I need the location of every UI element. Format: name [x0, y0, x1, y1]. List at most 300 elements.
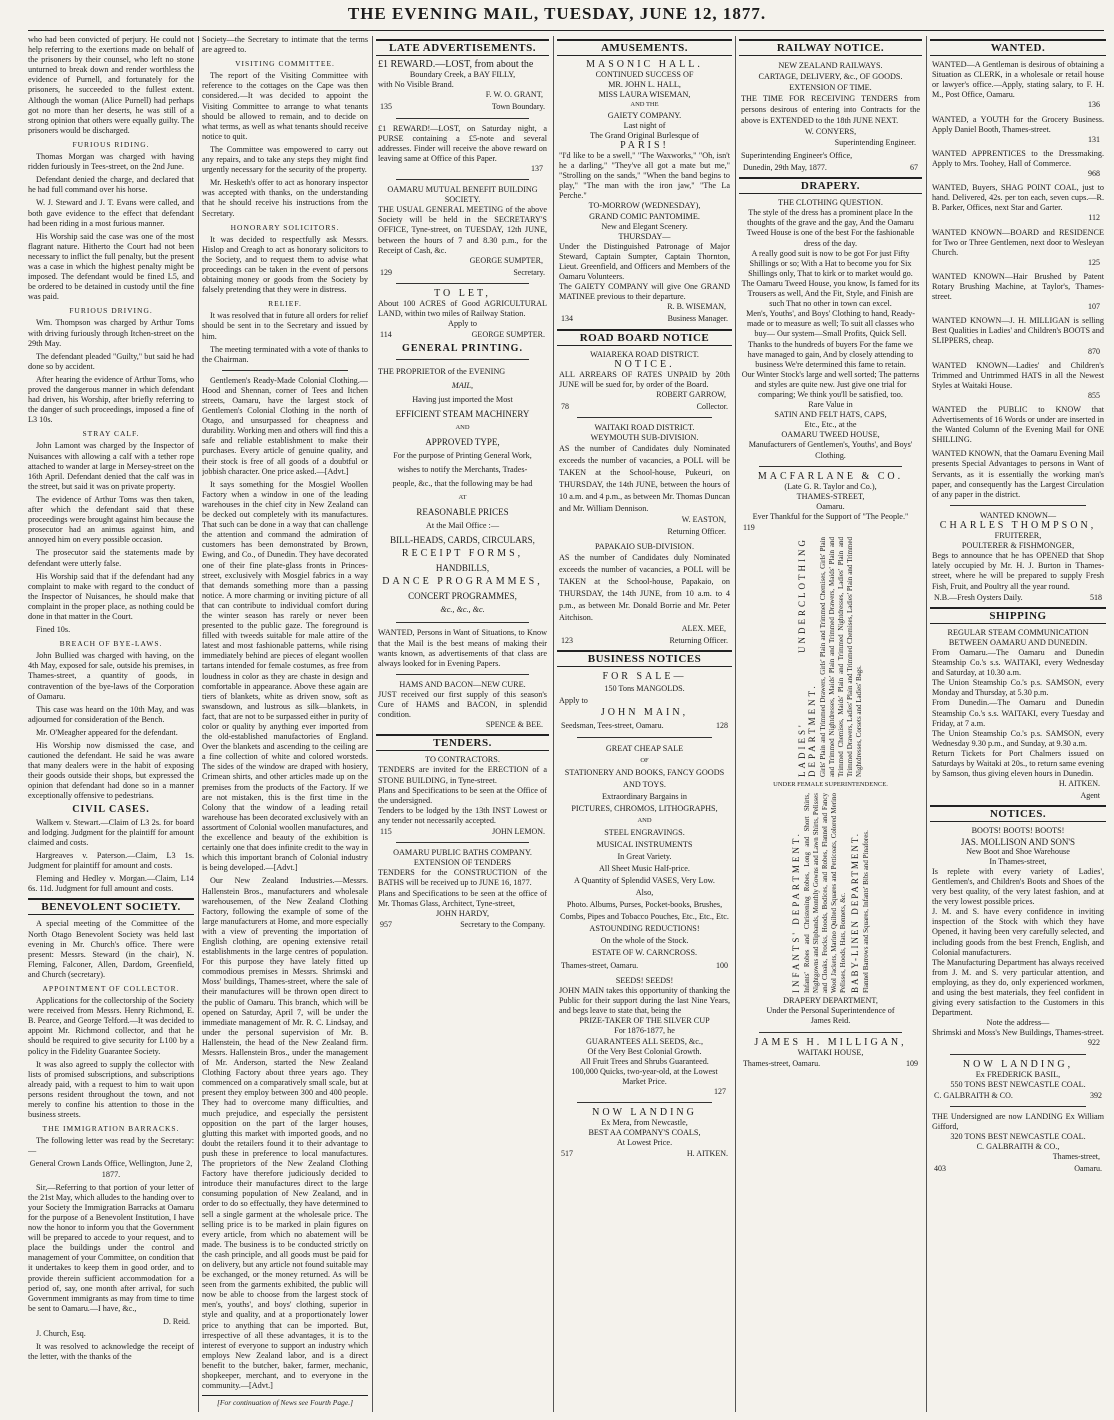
divider: [759, 466, 902, 467]
advertisement: [932, 60, 1104, 110]
ad-text: At the Mail Office :—: [425, 521, 500, 531]
divider: [396, 622, 529, 623]
section-heading: BUSINESS NOTICES: [557, 650, 732, 667]
ad-number: 957: [380, 919, 392, 929]
ad-text: BEST AA COMPANY'S COALS,: [588, 1128, 701, 1138]
advertisement: [932, 1060, 1104, 1101]
ad-number: 114: [380, 330, 392, 340]
article-text: Fined 10s.: [36, 625, 71, 635]
ad-text: WANTED KNOWN—BOARD and RESIDENCE for Two or Three Gentlemen, next door to Wesleyan Church.: [932, 227, 1104, 257]
ad-text: TENDERS for the CONSTRUCTION of the BATHS will be received up to JUNE 16, 1877.: [378, 868, 547, 888]
ad-text: The Manufacturing Department has always received from J. M. and S. very particular attention, and employing, as they do, only experienced workmen, and using the best materials, they feel confident in giving every satisfaction to the Customers in this Department.: [932, 957, 1104, 1018]
ad-number: 870: [1088, 346, 1100, 356]
signature: W. CONYERS,: [804, 127, 857, 137]
ad-headline: TO CONTRACTORS.: [425, 755, 500, 765]
ad-number: 392: [1090, 1090, 1102, 1100]
ad-text: The Grand Original Burlesque of: [590, 130, 699, 140]
advertisement: [378, 680, 547, 730]
ad-text: Men's, Youths', and Boys' Clothing to hand, Ready-made or to measure as well; To suit all classes who buy— Our system—Small Profits, Quick Sell.: [746, 309, 915, 339]
ad-text: Agent: [1080, 791, 1100, 801]
ad-text: Extraordinary Bargains in: [602, 791, 687, 801]
ad-number: 134: [561, 314, 573, 324]
article-text: Wm. Thompson was charged by Arthur Toms with driving furiously through Itchen-street on the 29th May.: [28, 318, 194, 348]
section-heading: LATE ADVERTISEMENTS.: [376, 39, 549, 56]
ad-headline: OAMARU MUTUAL BENEFIT BUILDING SOCIETY.: [387, 185, 538, 205]
ad-text: MUSICAL INSTRUMENTS: [596, 839, 693, 849]
section-heading: FURIOUS DRIVING.: [69, 306, 153, 316]
advertisement: [932, 361, 1104, 401]
article-text: Society—the Secretary to intimate that the terms are agreed to.: [202, 35, 368, 55]
ad-number: 100: [716, 960, 728, 970]
article-text: The following letter was read by the Secretary:—: [28, 1136, 194, 1156]
divider: [222, 370, 348, 371]
ad-text: THE PROPRIETOR of the EVENING: [378, 367, 506, 377]
ad-text: From Dunedin.—The Oamaru and Dunedin Steamship Co.'s s.s. WAITAKI, every Tuesday and Friday, at 7 a.m.: [932, 698, 1104, 728]
article-text: His Worship now dismissed the case, and cautioned the defendant. He said he was aware that many dealers were in the habit of exposing their goods outside their shops, but expressed the opinion that defendant had done so in a manner exceptionally offensive to pedestrians.: [28, 741, 194, 801]
ad-text: Having just imported the Most: [412, 395, 513, 405]
ad-text: Ever Thankful for the Support of "The People.": [752, 512, 909, 521]
ad-text: WANTED KNOWN, that the Oamaru Evening Mail presents Special Advantages to persons in Want of Servants, as it is essentially the working man's paper, and consequently has the Largest Circulation of any paper in the district.: [932, 449, 1104, 499]
column-6: [930, 35, 1106, 1413]
ad-text: JOHN MAIN,: [600, 706, 689, 718]
ad-text: Apply to: [559, 695, 588, 705]
ad-text: AS the number of Candidates duly Nominated exceeds the number of vacancies, a POLL will be TAKEN at the School-house, Papakaio, on THURSDAY, the 14th JUNE, from 10 a.m. to 4 p.m., as between Mr. Donald Borrie and Mr. Peter Aitchison.: [559, 552, 730, 622]
column-5: [739, 35, 922, 1413]
ad-text: AND: [455, 424, 470, 432]
ad-text: New and Elegant Scenery.: [601, 221, 688, 231]
column-4: [557, 35, 732, 1413]
ad-text: (Late G. R. Taylor and Co.),: [784, 481, 877, 491]
ad-text: Secretary.: [513, 267, 545, 277]
advertisement: [932, 228, 1104, 268]
signature: H. AITKEN.: [686, 1149, 728, 1159]
ad-text: 320 TONS BEST NEWCASTLE COAL.: [950, 1132, 1086, 1142]
ad-text: "I'd like to be a swell," "The Waxworks," "Oh, isn't he a darling," "They've all got a mate but me," "Strolling on the sands," "When the band begins to play," "The man with the iron jaw," "The La Perche.": [559, 150, 730, 201]
ad-text: Photo. Albums, Purses, Pocket-books, Brushes, Combs, Pipes and Tobacco Pouches, Etc., Etc., Etc.: [560, 899, 729, 921]
advertisement: [378, 848, 547, 930]
ad-text: WANTED the PUBLIC to KNOW that Advertisements of 16 Words or under are inserted in the Wanted Column of the Evening Mail for ONE SHILLING.: [932, 405, 1104, 445]
ad-text: Dunedin, 29th May, 1877.: [743, 163, 827, 173]
advertisement: [559, 350, 730, 413]
ad-text: All Sheet Music Half-price.: [599, 863, 690, 873]
column-rule: [926, 36, 927, 1412]
column-3: [376, 35, 549, 1413]
section-heading: BENEVOLENT SOCIETY.: [28, 898, 194, 915]
ad-number: 119: [743, 523, 755, 533]
ad-text: For 1876-1877, he: [614, 1026, 675, 1036]
ad-headline: FOR SALE—: [602, 670, 687, 682]
ad-number: 131: [1088, 134, 1100, 144]
ad-text: Thames-street, Oamaru.: [561, 960, 639, 970]
advertisement: [378, 755, 547, 837]
ad-text: Is replete with every variety of Ladies', Gentlemen's, and Children's Boots and Shoes of the very best quality, of the very latest fashion, and at the very lowest possible prices.: [932, 866, 1104, 907]
article-text: It was resolved to acknowledge the receipt of the letter, with the thanks of the: [28, 1342, 194, 1362]
ad-text: The GAIETY COMPANY will give One GRAND MATINEE previous to their departure.: [559, 282, 730, 302]
ad-text: WANTED, a YOUTH for the Grocery Business. Apply Daniel Booth, Thames-street.: [932, 114, 1104, 134]
ad-number: 107: [1088, 302, 1100, 312]
advertisement: [378, 60, 547, 112]
article-text: His Worship said that if the defendant had any complaint to make with regard to the conduct of the Inspector of Nuisances, he should make that complaint in the proper place, as nothing could be done in that matter in the Court.: [28, 571, 194, 621]
ad-number: 403: [934, 1164, 946, 1174]
article-text: The Committee was empowered to carry out any repairs, and to take any steps they might find urgently necessary for the security of the property.: [202, 144, 368, 175]
signature: SPENCE & BEE.: [485, 720, 543, 730]
ad-text: THE USUAL GENERAL MEETING of the above Society will be held in the SECRETARY'S OFFICE, Tyne-street, on TUESDAY, 12th JUNE, between the hours of 7 and 8.30 p.m., for the Receipt of Cash, &c.: [378, 205, 547, 255]
article-text: General Crown Lands Office, Wellington, June 2, 1877.: [29, 1159, 193, 1179]
article-text: The evidence of Arthur Toms was then taken, after which the defendant said that these proceedings were brought against him because the prosecutor had an animus against him, and annoyed him on every possible occasion.: [28, 494, 194, 545]
ad-text: wishes to notify the Merchants, Trades-: [397, 465, 528, 475]
ad-text: Rare Value in: [808, 400, 853, 410]
ad-text: OAMARU TWEED HOUSE,: [781, 430, 880, 440]
ad-text: Secretary to the Company.: [460, 919, 545, 929]
ad-text: A really good suit is now to be got For just Fifty Shillings or so; With a Hat to become you for Six Shillings only, That to kirk or to market would go.: [748, 248, 913, 278]
ad-text: At Lowest Price.: [616, 1138, 673, 1148]
divider: [577, 1102, 712, 1103]
ad-text: Under the Personal Superintendence of: [766, 1006, 895, 1016]
ad-headline: WANTED KNOWN—: [979, 510, 1057, 520]
ad-text: SATIN AND FELT HATS, CAPS,: [774, 410, 887, 420]
divider: [396, 118, 529, 119]
advertisement: [378, 365, 547, 617]
ad-text: New Boot and Shoe Warehouse: [966, 846, 1070, 856]
article-text: His Worship said the case was one of the most flagrant nature. Hitherto the Court had not been necessary to inflict the full penalty, but the present was a case in which the highest penalty might be imposed. The defendant would be fined L5, and be ordered to be detained in custody until the fine was paid.: [28, 231, 194, 302]
ad-number: 128: [716, 720, 728, 730]
signature: JOHN HARDY,: [435, 908, 490, 918]
ad-headline: CHARLES THOMPSON,: [939, 519, 1097, 531]
section-heading: SHIPPING: [930, 607, 1106, 624]
article-text: Thomas Morgan was charged with having ridden furiously in Tees-street, on the 2nd June.: [28, 152, 194, 172]
divider: [759, 1032, 902, 1033]
ad-headline: NOW LANDING: [592, 1107, 697, 1119]
article-text: who had been convicted of perjury. He could not help referring to the exertions made on behalf of the prisoners by their counsel, who left no stone unturned to break down and render worthless the evidence of Purnell, and fortunately for the prisoners, he succeeded to the fullest extent. Although the woman (Alice Purnell) had perhaps got no more than her deserts, he was still of a strong opinion that others were equally guilty. The prisoners would be discharged.: [28, 35, 194, 135]
section-heading: RELIEF.: [268, 299, 302, 309]
ad-text: The style of the dress has a prominent place In the thoughts of the grave and the gay, And the Oamaru Tweed House is one of the best For the fashionable dress of the day.: [746, 208, 915, 248]
section-heading: TENDERS.: [376, 734, 549, 751]
ad-text: Plans and Specifications to be seen at the office of Mr. Thomas Glass, Architect, Tyne-street,: [378, 888, 547, 908]
ad-text: Shrimski and Moss's New Buildings, Thames-street.: [932, 1028, 1104, 1038]
ad-text: THURSDAY—: [618, 231, 671, 241]
section-heading: ROAD BOARD NOTICE: [557, 329, 732, 346]
article-text: Our New Zealand Industries.—Messrs. Hallenstein Bros., manufacturers and wholesale warehousemen, of the New Zealand Clothing Factory, following the example of some of the large manufacturers at Home, and more especially with a view of preventing the importation of English clothing, are opening extensive retail establishments in the large centres of population. For this purpose they have lately fitted up commodious premises in Messrs. Shrimski and Moss' buildings, Thames-street, where the sale of their manufactures will be thrown open direct to the public of Oamaru. This branch, which will be opened on Saturday, April 7, will be under the immediate management of Mr. R. C. Lindsay, and under the personal supervision of Mr. B. Hallenstein, the head of the New Zealand firm. Messrs. Hallenstein Bros., under the management of Mr. Anderson, started the New Zealand Clothing Factory about three years ago. They commenced on a comparatively small scale, but at present they employ between 300 and 400 people. They had to overcome many difficulties, and much prejudice, and especially the persistent opposition on the part of the larger houses, glutting this market with imported goods, and no doubt the retailers found it to their advantage to push these in preference to local manufactures. The proprietors of the New Zealand Clothing Factory have therefore judiciously decided to introduce their manufactures direct to the large consuming population of New Zealand, and in order to do so effectually, they have determined to sell a single garment at the wholesale price. The selling price is to be marked in plain figures on every article, from which no abatement will be made. The business is to be conducted strictly on the cash principle, and all goods must be paid for on delivery, but any article not found suitable may be exchanged, or the money returned. As will be seen from the garments exhibited, the public will now be able to choose from the largest stock of men's, youths', and boys' clothing, superior in style and quality, and at a proportionately lower price to anything that can be imported. But, irrespective of all these advantages, it is to the interest of everyone to support an industry which employs New Zealand labor, and is a direct benefit to the butcher, baker, farmer, mechanic, shopkeeper, merchant, and to everyone in the community.—[Advt.]: [202, 876, 368, 1391]
article-text: John Lamont was charged by the Inspector of Nuisances with allowing a calf with a tether rope attached to wander at large in Mersey-street on the 16th April. Defendant denied that the calf was in the street, but said it was on private property.: [28, 441, 194, 491]
ad-text: Returning Officer.: [667, 527, 726, 537]
ad-text: A Quantity of Splendid VASES, Very Low.: [574, 875, 715, 885]
ad-text: CONCERT PROGRAMMES,: [408, 591, 517, 602]
advertisement: [559, 671, 730, 732]
ad-text: 150 Tons MANGOLDS.: [604, 683, 685, 693]
ad-headline: MASONIC HALL.: [586, 59, 703, 71]
advertisement: [559, 743, 730, 972]
ad-text: In Thames-street,: [989, 856, 1047, 866]
ad-headline: JAMES H. MILLIGAN,: [754, 1036, 907, 1048]
ad-headline: WAIAREKA ROAD DISTRICT.: [590, 349, 699, 359]
advertisement: [932, 316, 1104, 356]
ad-text: AND THE: [630, 101, 659, 109]
ad-headline: DRAPERY DEPARTMENT,: [783, 996, 878, 1006]
ad-text: THAMES-STREET,: [796, 491, 865, 501]
ad-text: STEEL ENGRAVINGS.: [604, 827, 685, 837]
ad-text: Oamaru.: [1074, 1164, 1102, 1174]
article-text: It was also agreed to supply the collector with lists of promised subscriptions, and subscriptions already paid, with a request to him to wait upon persons resident throughout the town, and not merely to confine his attention to those in the business streets.: [28, 1059, 194, 1120]
department-items: Flannel Barrows and Squares, Infants' Bibs and Pinafores.: [861, 830, 870, 994]
ad-text: N.B.—Fresh Oysters Daily.: [934, 592, 1023, 602]
ad-text: GUARANTEES ALL SEEDS, &c.,: [585, 1036, 704, 1046]
ad-text: with No Visible Brand.: [378, 80, 454, 90]
ad-text: GAIETY COMPANY.: [607, 110, 682, 120]
ad-text: Of the Very Best Colonial Growth.: [587, 1046, 702, 1056]
ad-text: TO-MORROW (WEDNESDAY),: [588, 201, 701, 211]
ad-text: Returning Officer.: [669, 635, 728, 645]
signature: ALEX. MEE,: [681, 623, 726, 633]
divider: [396, 179, 529, 180]
ad-number: 109: [906, 1058, 918, 1068]
ad-text: HANDBILLS,: [435, 563, 490, 574]
article-text: Walkem v. Stewart.—Claim of L3 2s. for board and lodging. Judgment for the plaintiff for amount claimed and costs.: [28, 817, 194, 847]
ad-text: WANTED, Buyers, SHAG POINT COAL, just to hand. Delivered, 42s. per ton each, seven cups.—R. B. Parker, Offices, next Star and Garter.: [932, 183, 1104, 213]
ad-text: FRUITERER,: [994, 531, 1042, 541]
ad-text: From Oamaru.—The Oamaru and Dunedin Steamship Co.'s s.s. WAITAKI, every Wednesday and Saturday, at 10.30 a.m.: [932, 647, 1104, 678]
divider: [396, 283, 529, 284]
ad-text: POULTERER & FISHMONGER,: [961, 541, 1075, 551]
ad-number: 922: [1088, 1038, 1100, 1048]
ad-text: Collector.: [696, 402, 728, 412]
ad-number: 136: [1088, 100, 1100, 110]
ad-headline: NOW LANDING,: [962, 1058, 1074, 1070]
ad-text: The Oamaru Tweed House, you know, Is famed for its Trousers as well, And the Fit, Style, and Finish are such That no other in town can excel.: [741, 278, 920, 309]
divider: [396, 842, 529, 843]
ad-number: 127: [714, 1086, 726, 1096]
ad-text: On the whole of the Stock.: [600, 935, 689, 945]
signature: GEORGE SUMPTER.: [471, 330, 545, 340]
continuation-note: [For continuation of News see Fourth Page.]: [202, 1395, 368, 1408]
divider: [396, 674, 529, 675]
ad-text: MISS LAURA WISEMAN,: [598, 90, 691, 100]
signature: F. W. O. GRANT,: [485, 90, 543, 100]
signature: W. EASTON,: [681, 515, 726, 525]
ad-text: For the purpose of Printing General Work,: [393, 451, 532, 461]
column-1: [28, 35, 194, 1413]
advertisement: [559, 976, 730, 1097]
article-text: Mr. O'Meagher appeared for the defendant.: [36, 727, 178, 737]
ad-text: Note the address—: [986, 1018, 1050, 1028]
ad-text: ESTATE OF W. CARNCROSS.: [591, 947, 698, 957]
ad-text: £1 REWARD!—LOST, on Saturday night, a PURSE containing a £5-note and several addresses. Finder will receive the above reward on leaving same at Office of this Paper.: [378, 123, 547, 163]
ad-text: WANTED KNOWN—J. H. MILLIGAN is selling Best Qualities in Ladies' and Children's BOOTS and SLIPPERS, cheap.: [932, 316, 1104, 346]
masthead-rule: [28, 30, 1104, 31]
ad-text: THE TIME FOR RECEIVING TENDERS from persons desirous of entering into Contracts for the above is EXTENDED to the 18th JUNE NEXT.: [741, 94, 920, 126]
signature: GEORGE SUMPTER,: [469, 255, 543, 265]
ad-number: 67: [910, 163, 918, 173]
section-heading: NOTICES.: [930, 805, 1106, 822]
article-text: The report of the Visiting Committee with reference to the cottages on the Cape was then considered.—It was decided to appoint the Visiting Committee to arrange to what tenants should be allowed to remain, and to decide on what terms, as well as what tenants should receive notice to quit.: [202, 71, 368, 141]
ad-text: Oamaru.: [816, 501, 845, 511]
ad-text: PRIZE-TAKER OF THE SILVER CUP: [579, 1016, 710, 1026]
section-heading: CIVIL CASES.: [72, 803, 150, 815]
ad-headline: £1 REWARD.—LOST, from about the: [378, 59, 534, 71]
ad-number: 137: [531, 163, 543, 173]
ad-text: JOHN MAIN takes this opportunity of thanking the Public for their support during the last Nine Years, and begs leave to state that, being the: [559, 986, 730, 1016]
article-text: After hearing the evidence of Arthur Toms, who proved the dangerous manner in which defendant had driven, his Worship, after briefly referring to the danger of such proceedings, imposed a fine of L3 10s.: [28, 374, 194, 425]
ad-headline: HAMS AND BACON—NEW CURE.: [399, 679, 526, 689]
department-items: Infants' Robes and Christening Robes, Long and Short Shirts, Nightgowns and Slipbands, Monthly Gowns and Lawn Shirts, Pelisses and Cloaks, Frocks, Hoods, Bodices, and Robes, Flannel and Fancy Wool Jackets, Marino Quilted Squares and Petticoats, Colored Merino Pelisses, Hoods, Hats, Bonnets, &c.: [802, 793, 847, 994]
signature: H. AITKEN.: [1058, 779, 1100, 789]
ad-text: CONTINUED SUCCESS OF: [595, 70, 694, 80]
signature: C. GALBRAITH & CO.: [934, 1090, 1013, 1100]
ad-text: BILL-HEADS, CARDS, CIRCULARS,: [390, 535, 535, 546]
ad-number: 517: [561, 1149, 573, 1159]
ad-text: TENDERS are invited for the ERECTION of a STONE BUILDING, in Tyne-street.: [378, 765, 547, 785]
ad-number: 115: [380, 827, 392, 837]
section-heading: THE IMMIGRATION BARRACKS.: [42, 1124, 180, 1134]
section-heading: AMUSEMENTS.: [557, 39, 732, 56]
department-listing: [739, 793, 922, 993]
ad-text: Superintending Engineer's Office,: [741, 151, 853, 161]
advertisement: [378, 628, 547, 668]
article-text: This case was heard on the 10th May, and was adjourned for consideration of the Bench.: [28, 704, 194, 724]
ad-headline: NEW ZEALAND RAILWAYS.: [778, 61, 883, 71]
ad-headline: MACFARLANE & CO.: [757, 470, 904, 482]
ad-number: 125: [1088, 257, 1100, 267]
divider: [950, 1054, 1086, 1055]
advertisement: [559, 542, 730, 646]
ad-text: WAITAKI HOUSE,: [797, 1047, 864, 1057]
ad-text: Ex Mera, from Newcastle,: [601, 1118, 688, 1128]
article-text: Applications for the collectorship of the Society were received from Messrs. Henry Richmond, E. B. Pearce, and George Telford.—It was decided to appoint Mr. Richmond collector, and that he should be required to give security for L100 by a policy in the Fidelity Guarantee Society.: [28, 996, 194, 1056]
ad-number: 123: [561, 635, 573, 645]
divider: [396, 359, 529, 360]
advertisement: [932, 628, 1104, 802]
ad-text: Manufacturers of Gentlemen's, Youths', and Boys' Clothing.: [748, 440, 913, 460]
advertisement: [378, 124, 547, 174]
ad-text: WANTED APPRENTICES to the Dressmaking. Apply to Mrs. Toohey, Hall of Commerce.: [932, 148, 1104, 168]
article-text: It says something for the Mosgiel Woollen Factory when a window in one of the leading warehouses in the chief city in New Zealand can be decked out completely with its manufactures. That such can be done in a way that can challenge the attention and command the admiration of customers has been demonstrated by Brown, Ewing, and Co., of Dunedin. They have decorated one of their fine plate-glass fronts in Princes-street, exclusively with Mosgiel fabrics in a way that demands something more than a passing notice. A more charming or inviting picture of all that can contribute to individual comfort during the winter season has rarely or never been presented to the public gaze. The foreground is filled with tweeds suitable for male attire of the latest and most fashionable patterns, while rising immediately behind are pieces of elegant woollen tartans intended for female costumes, as free from loudness in color as they are chaste in design and comfortable in appearance. Above these again are tiers of blankets, white as driven snow, soft as swansdown, and lustrous as silk—blankets, in fact, that are not to be surpassed either in purity of color or quality by anything ever imported from the old-established manufactories of England. Over the blankets and ascending to the ceiling are a fine collection of white and colored worsteds. The sides of the window are draped with hosiery, Crimean shirts, and other articles made up on the premises from the products of the Factory. If we are not mistaken, this is the first time in the Colony that the window of a leading retail warehouse has been decorated exclusively with an assortment of Colonial woollen manufactures, and the excellence and beauty of the exhibition is certainly one that does infinite credit to the way in which this important branch of Colonial industry is being developed.—[Advt.]: [202, 479, 368, 873]
ad-headline: BOOTS! BOOTS! BOOTS!: [971, 826, 1065, 836]
ad-text: In Great Variety.: [617, 851, 672, 861]
department-title: BABY-LINEN DEPARTMENT.: [849, 832, 860, 994]
article-text: Fleming and Hedley v. Morgan.—Claim, L14 6s. 11d. Judgment for full amount and costs.: [28, 874, 194, 894]
signature: D. Reid.: [163, 1316, 190, 1326]
advertisement: [932, 272, 1104, 312]
ad-text: WANTED KNOWN—Hair Brushed by Patent Rotary Brushing Machine, at Taylor's, Thames-street.: [932, 271, 1104, 302]
column-rule: [372, 36, 373, 1412]
ad-text: DANCE PROGRAMMES,: [382, 576, 543, 588]
advertisement: [932, 183, 1104, 223]
ad-text: 100,000 Quicks, two-year-old, at the Lowest Market Price.: [571, 1066, 718, 1086]
ad-text: The Union Steamship Co.'s p.s. SAMSON, every Wednesday 9.30 p.m., and Sunday, at 9.30 a.m.: [932, 728, 1104, 748]
divider: [950, 1106, 1086, 1107]
ad-text: MAIL,: [451, 381, 474, 391]
ad-text: Tenders to be lodged by the 13th INST Lowest or any tender not necessarily accepted.: [378, 805, 547, 825]
ad-headline: THE CLOTHING QUESTION.: [778, 198, 883, 208]
advertisement: [559, 1108, 730, 1159]
ad-headline: GREAT CHEAP SALE: [605, 743, 684, 753]
ad-text: STATIONERY AND BOOKS, FANCY GOODS AND TOYS.: [564, 767, 725, 789]
department-items: Girls' Plain and Trimmed Drawers, Girls' Plain and Trimmed Chemises, Girls' Plain and Trimmed Nightdresses, Maids' Plain and Trimmed Drawers, Maids' Plain and Trimmed Chemises, Maids' Plain and Trimmed Nightdresses, Ladies' Plain and Trimmed Drawers, Ladies' Plain and Trimmed Chemises, Ladies' Plain and Trimmed Nightdresses, Corsets and Ladies' Bags.: [819, 537, 863, 778]
ad-headline: TO LET,: [434, 287, 491, 299]
advertisement: [932, 149, 1104, 179]
ad-number: 129: [380, 267, 392, 277]
ad-text: MR. JOHN L. HALL,: [608, 80, 681, 90]
signature: R. B. WISEMAN,: [667, 302, 726, 312]
divider: [577, 737, 712, 738]
ad-headline: JAS. MOLLISON AND SON'S: [960, 836, 1076, 847]
ad-text: Plans and Specifications to be seen at the Office of the undersigned.: [378, 785, 547, 805]
ad-text: Boundary Creek, a BAY FILLY,: [409, 70, 516, 80]
ad-text: AS the number of Candidates duly Nominated exceeds the number of vacancies, a POLL will be TAKEN at the School-house, Pukeuri, on THURSDAY, the 14th JUNE, between the hours of 10 a.m. and 4 p.m., as between Mr. Thomas Duncan and Mr. William Dennison.: [559, 444, 730, 514]
section-heading: STRAY CALF.: [82, 429, 140, 439]
ad-text: Begs to announce that he has OPENED that Shop lately occupied by Mr. H. J. Burton in Thames-street, where he will be prepared to supply Fresh Fish, Fruit, and Poultry all the year round.: [932, 551, 1104, 591]
advertisement: [932, 511, 1104, 603]
ad-text: UNDER FEMALE SUPERINTENDENCE.: [773, 781, 888, 789]
advertisement: [932, 115, 1104, 145]
ad-text: Apply to: [448, 319, 477, 329]
ad-text: OF: [640, 756, 649, 764]
ad-text: AT: [458, 494, 467, 502]
article-text: A special meeting of the Committee of the North Otago Benevolent Society was held last evening in Mr. Church's office. There were present: Messrs. Steward (in the chair), N. Fleming, Falconer, Allen, Dardom, Greenfield, and Church (secretary).: [28, 919, 194, 979]
advertisement: [559, 423, 730, 537]
ad-text: ASTOUNDING REDUCTIONS!: [589, 923, 700, 933]
ad-headline: REGULAR STEAM COMMUNICATION BETWEEN OAMARU AND DUNEDIN.: [947, 627, 1089, 647]
ad-text: WANTED, Persons in Want of Situations, to Know that the Mail is the best means of making their wants known, as advertisements of that class are always looked for in Evening Papers.: [378, 628, 547, 668]
advertisement: [741, 60, 920, 173]
ad-text: GRAND COMIC PANTOMIME.: [589, 211, 700, 221]
ad-number: 112: [1088, 213, 1100, 223]
advertisement: [378, 185, 547, 278]
ad-text: PARIS!: [620, 139, 669, 151]
ad-headline: PAPAKAIO SUB-DIVISION.: [594, 541, 695, 551]
advertisement: [559, 60, 730, 324]
ad-text: Superintending Engineer.: [834, 138, 916, 148]
ad-text: &c., &c., &c.: [440, 605, 485, 615]
ad-number: 78: [561, 402, 569, 412]
masthead: THE EVENING MAIL, TUESDAY, JUNE 12, 1877.: [347, 4, 767, 23]
advertisement: [932, 449, 1104, 499]
advertisement: [741, 198, 920, 460]
ad-text: REASONABLE PRICES: [416, 507, 509, 518]
ad-text: Also,: [635, 887, 654, 897]
ad-text: Seedsman, Tees-street, Oamaru.: [561, 720, 664, 730]
ad-headline: WAITAKI ROAD DISTRICT.: [594, 423, 695, 433]
ad-text: Thames-street,: [1052, 1152, 1100, 1162]
article-text: It was decided to respectfully ask Messrs. Hislop and Creagh to act as honorary solicitors to the Society, and to request them to advise what proceedings can be taken in the event of persons obtaining money or goods from the Society by falsely pretending that they were in distress.: [202, 234, 368, 295]
divider: [950, 505, 1086, 506]
ad-text: Our Winter Stock's large and well sorted; The patterns and styles are quite new. Just give one trial for comparing; We think you'll be satisfied, too.: [741, 369, 920, 399]
article-text: The defendant pleaded "Guilty," but said he had done so by accident.: [28, 351, 194, 371]
article-text: The prosecutor said the statements made by defendant were utterly false.: [28, 548, 194, 568]
department-title: LADIES' UNDERCLOTHING DEPARTMENT.: [797, 537, 817, 778]
advertisement: [741, 996, 920, 1026]
section-heading: VISITING COMMITTEE.: [235, 59, 335, 69]
section-heading: FURIOUS RIDING.: [72, 139, 150, 149]
section-heading: APPOINTMENT OF COLLECTOR.: [42, 983, 180, 993]
ad-text: Business Manager.: [667, 314, 728, 324]
article-text: Defendant denied the charge, and declared that he had full command over his horse.: [28, 175, 194, 195]
ad-text: APPROVED TYPE,: [425, 437, 500, 448]
ad-text: PICTURES, CHROMOS, LITHOGRAPHS,: [571, 803, 718, 813]
advertisement: [932, 826, 1104, 1048]
section-heading: WANTED.: [930, 39, 1106, 56]
divider: [577, 417, 712, 418]
ad-text: Etc., Etc., at the: [804, 420, 857, 430]
ad-text: Town Boundary.: [491, 102, 545, 112]
ad-text: Ex FREDERICK BASIL,: [975, 1069, 1061, 1079]
ad-text: Thames-street, Oamaru.: [743, 1058, 821, 1068]
column-rule: [198, 36, 199, 1412]
column-rule: [735, 36, 736, 1412]
article-text: Mr. Hesketh's offer to act as honorary inspector was accepted with thanks, on the understanding that he should receive his instructions from the Secretary.: [202, 178, 368, 218]
department-listing: [739, 537, 922, 777]
ad-text: EFFICIENT STEAM MACHINERY: [395, 409, 530, 420]
section-heading: RAILWAY NOTICE.: [739, 39, 922, 56]
